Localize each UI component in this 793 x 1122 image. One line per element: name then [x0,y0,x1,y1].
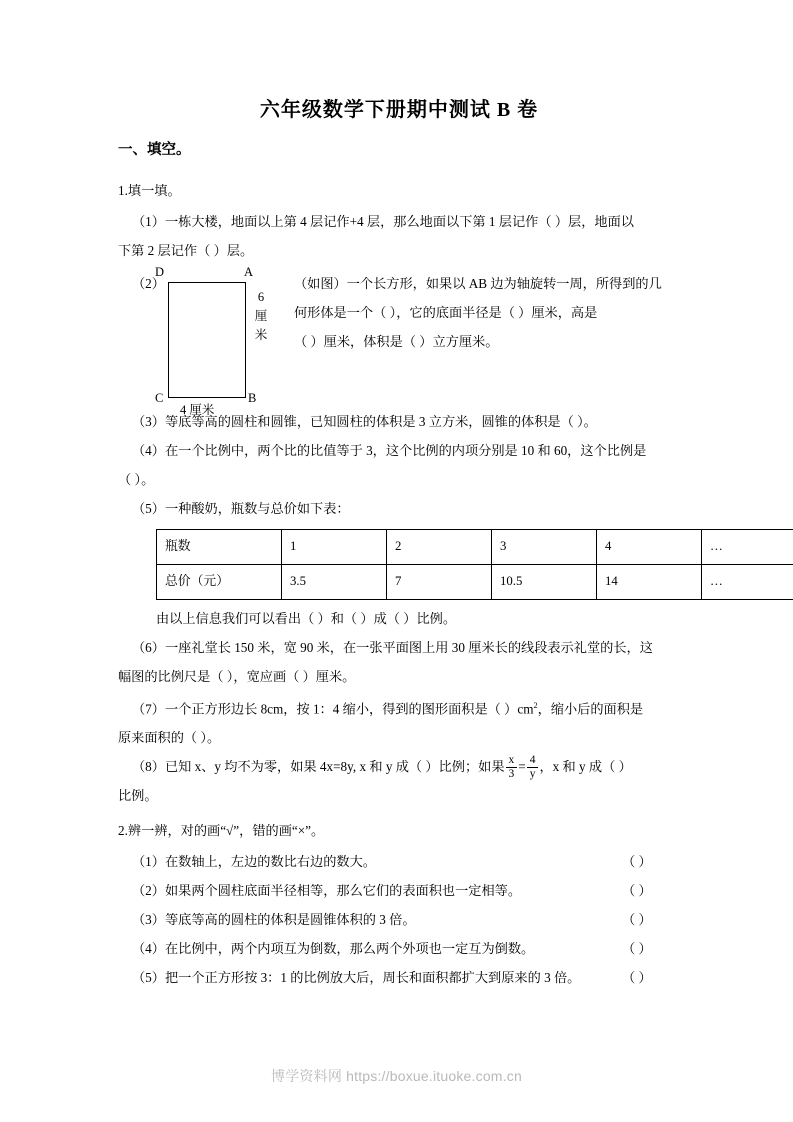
true-false-item-1 [118,847,680,876]
question-1-8-line-1 [118,752,680,781]
answer-bracket-1[interactable]: （ ） [622,854,652,870]
true-false-item-5 [118,963,680,992]
fraction-numerator: x [506,754,518,767]
question-1-7-superscript: 2 [533,700,538,710]
table-cell-row0-col3: 3 [492,529,597,564]
true-false-item-3 [118,905,680,934]
table-cell-row0-col0: 瓶数 [157,529,282,564]
figure-height-label: 6 厘 米 [254,289,268,342]
question-1-8-line-2: 比例。 [118,788,158,804]
question-2-label: 2.辨一辨，对的画“√”，错的画“×”。 [118,823,325,839]
price-table-wrapper [156,529,723,600]
vertex-label-b: B [248,390,257,405]
rectangle-shape [168,282,246,398]
question-1-7-line-2: 原来面积的（ ）。 [118,730,221,746]
fraction-4-over-y [527,754,539,780]
vertex-label-c: C [155,390,164,405]
true-false-text-3: （3）等底等高的圆柱的体积是圆锥体积的 3 倍。 [132,912,416,928]
footer-watermark: 博学资料网 https://boxue.ituoke.com.cn [271,1068,522,1084]
answer-bracket-2[interactable]: （ ） [622,883,652,899]
table-cell-row1-col2: 7 [387,564,492,599]
answer-bracket-3[interactable]: （ ） [622,912,652,928]
fraction-x-over-3 [506,754,518,780]
fraction-denominator: y [529,767,536,780]
question-1-4-line-2: （ ）。 [118,471,155,487]
question-1-5-intro: （5）一种酸奶，瓶数与总价如下表： [132,500,350,516]
true-false-text-5: （5）把一个正方形按 3：1 的比例放大后，周长和面积都扩大到原来的 3 倍。 [132,970,581,986]
question-1-1-line-2: 下第 2 层记作（ ）层。 [118,242,254,258]
question-1-4-line-1: （4）在一个比例中，两个比的比值等于 3，这个比例的内项分别是 10 和 60，这个比例是 [132,442,647,458]
figure-width-label: 4 厘米 [180,402,215,417]
question-1-7-line-1 [118,691,680,723]
table-cell-row0-col5: … [702,529,793,564]
equals-sign: = [518,759,526,775]
question-1-8-text-a: （8）已知 x、y 均不为零，如果 4x=8y, x 和 y 成（ ）比例；如果 [132,759,505,775]
table-cell-row0-col4: 4 [597,529,702,564]
true-false-item-2 [118,876,680,905]
rectangle-diagram [155,264,268,417]
question-1-8-text-b: ，x 和 y 成（ ） [539,759,632,775]
vertex-label-a: A [244,264,254,279]
question-1-2-text [294,269,680,356]
answer-bracket-4[interactable]: （ ） [622,941,652,957]
question-1-6-line-2: 幅图的比例尺是（ ），宽应画（ ）厘米。 [118,668,356,684]
section-heading-fill-in-blank: 一、填空。 [118,142,191,158]
table-row [157,529,793,564]
fraction-numerator: 4 [527,754,539,767]
table-row [157,564,793,599]
question-1-label: 1.填一填。 [118,182,181,198]
question-1-5-conclusion: 由以上信息我们可以看出（ ）和（ ）成（ ）比例。 [156,610,457,626]
page-content [118,96,723,992]
true-false-text-2: （2）如果两个圆柱底面半径相等，那么它们的表面积也一定相等。 [132,883,522,899]
table-cell-row0-col2: 2 [387,529,492,564]
fraction-denominator: 3 [508,767,515,780]
question-1-2-line-2: 何形体是一个（ ），它的底面半径是（ ）厘米，高是 [294,304,598,320]
page-title: 六年级数学下册期中测试 B 卷 [259,99,539,121]
true-false-text-4: （4）在比例中，两个内项互为倒数，那么两个外项也一定互为倒数。 [132,941,535,957]
question-1-2-line-1: （如图）一个长方形，如果以 AB 边为轴旋转一周，所得到的几 [294,275,662,291]
table-cell-row0-col1: 1 [282,529,387,564]
vertex-label-d: D [155,264,165,279]
question-1-2-label: （2） [132,275,165,291]
table-cell-row1-col4: 14 [597,564,702,599]
true-false-item-4 [118,934,680,963]
question-1-3: （3）等底等高的圆柱和圆锥，已知圆柱的体积是 3 立方米，圆锥的体积是（ ）。 [132,413,597,429]
question-1-1-line-1: （1）一栋大楼，地面以上第 4 层记作+4 层，那么地面以下第 1 层记作（ ）层，地面以 [132,213,634,229]
table-cell-row1-col0: 总价（元） [157,564,282,599]
question-1-2-line-3: （ ）厘米，体积是（ ）立方厘米。 [294,333,499,349]
bottles-price-table [156,529,793,600]
table-cell-row1-col1: 3.5 [282,564,387,599]
question-1-2-figure-row [118,264,680,417]
question-1-7-text-b: ，缩小后的面积是 [537,701,644,717]
table-cell-row1-col3: 10.5 [492,564,597,599]
table-cell-row1-col5: … [702,564,793,599]
answer-bracket-5[interactable]: （ ） [622,970,652,986]
question-1-7-text-a: （7）一个正方形边长 8cm，按 1：4 缩小，得到的图形面积是（ ）cm [132,701,534,717]
question-1-6-line-1: （6）一座礼堂长 150 米，宽 90 米，在一张平面图上用 30 厘米长的线段表示礼堂的长，这 [132,639,653,655]
true-false-text-1: （1）在数轴上，左边的数比右边的数大。 [132,854,376,870]
